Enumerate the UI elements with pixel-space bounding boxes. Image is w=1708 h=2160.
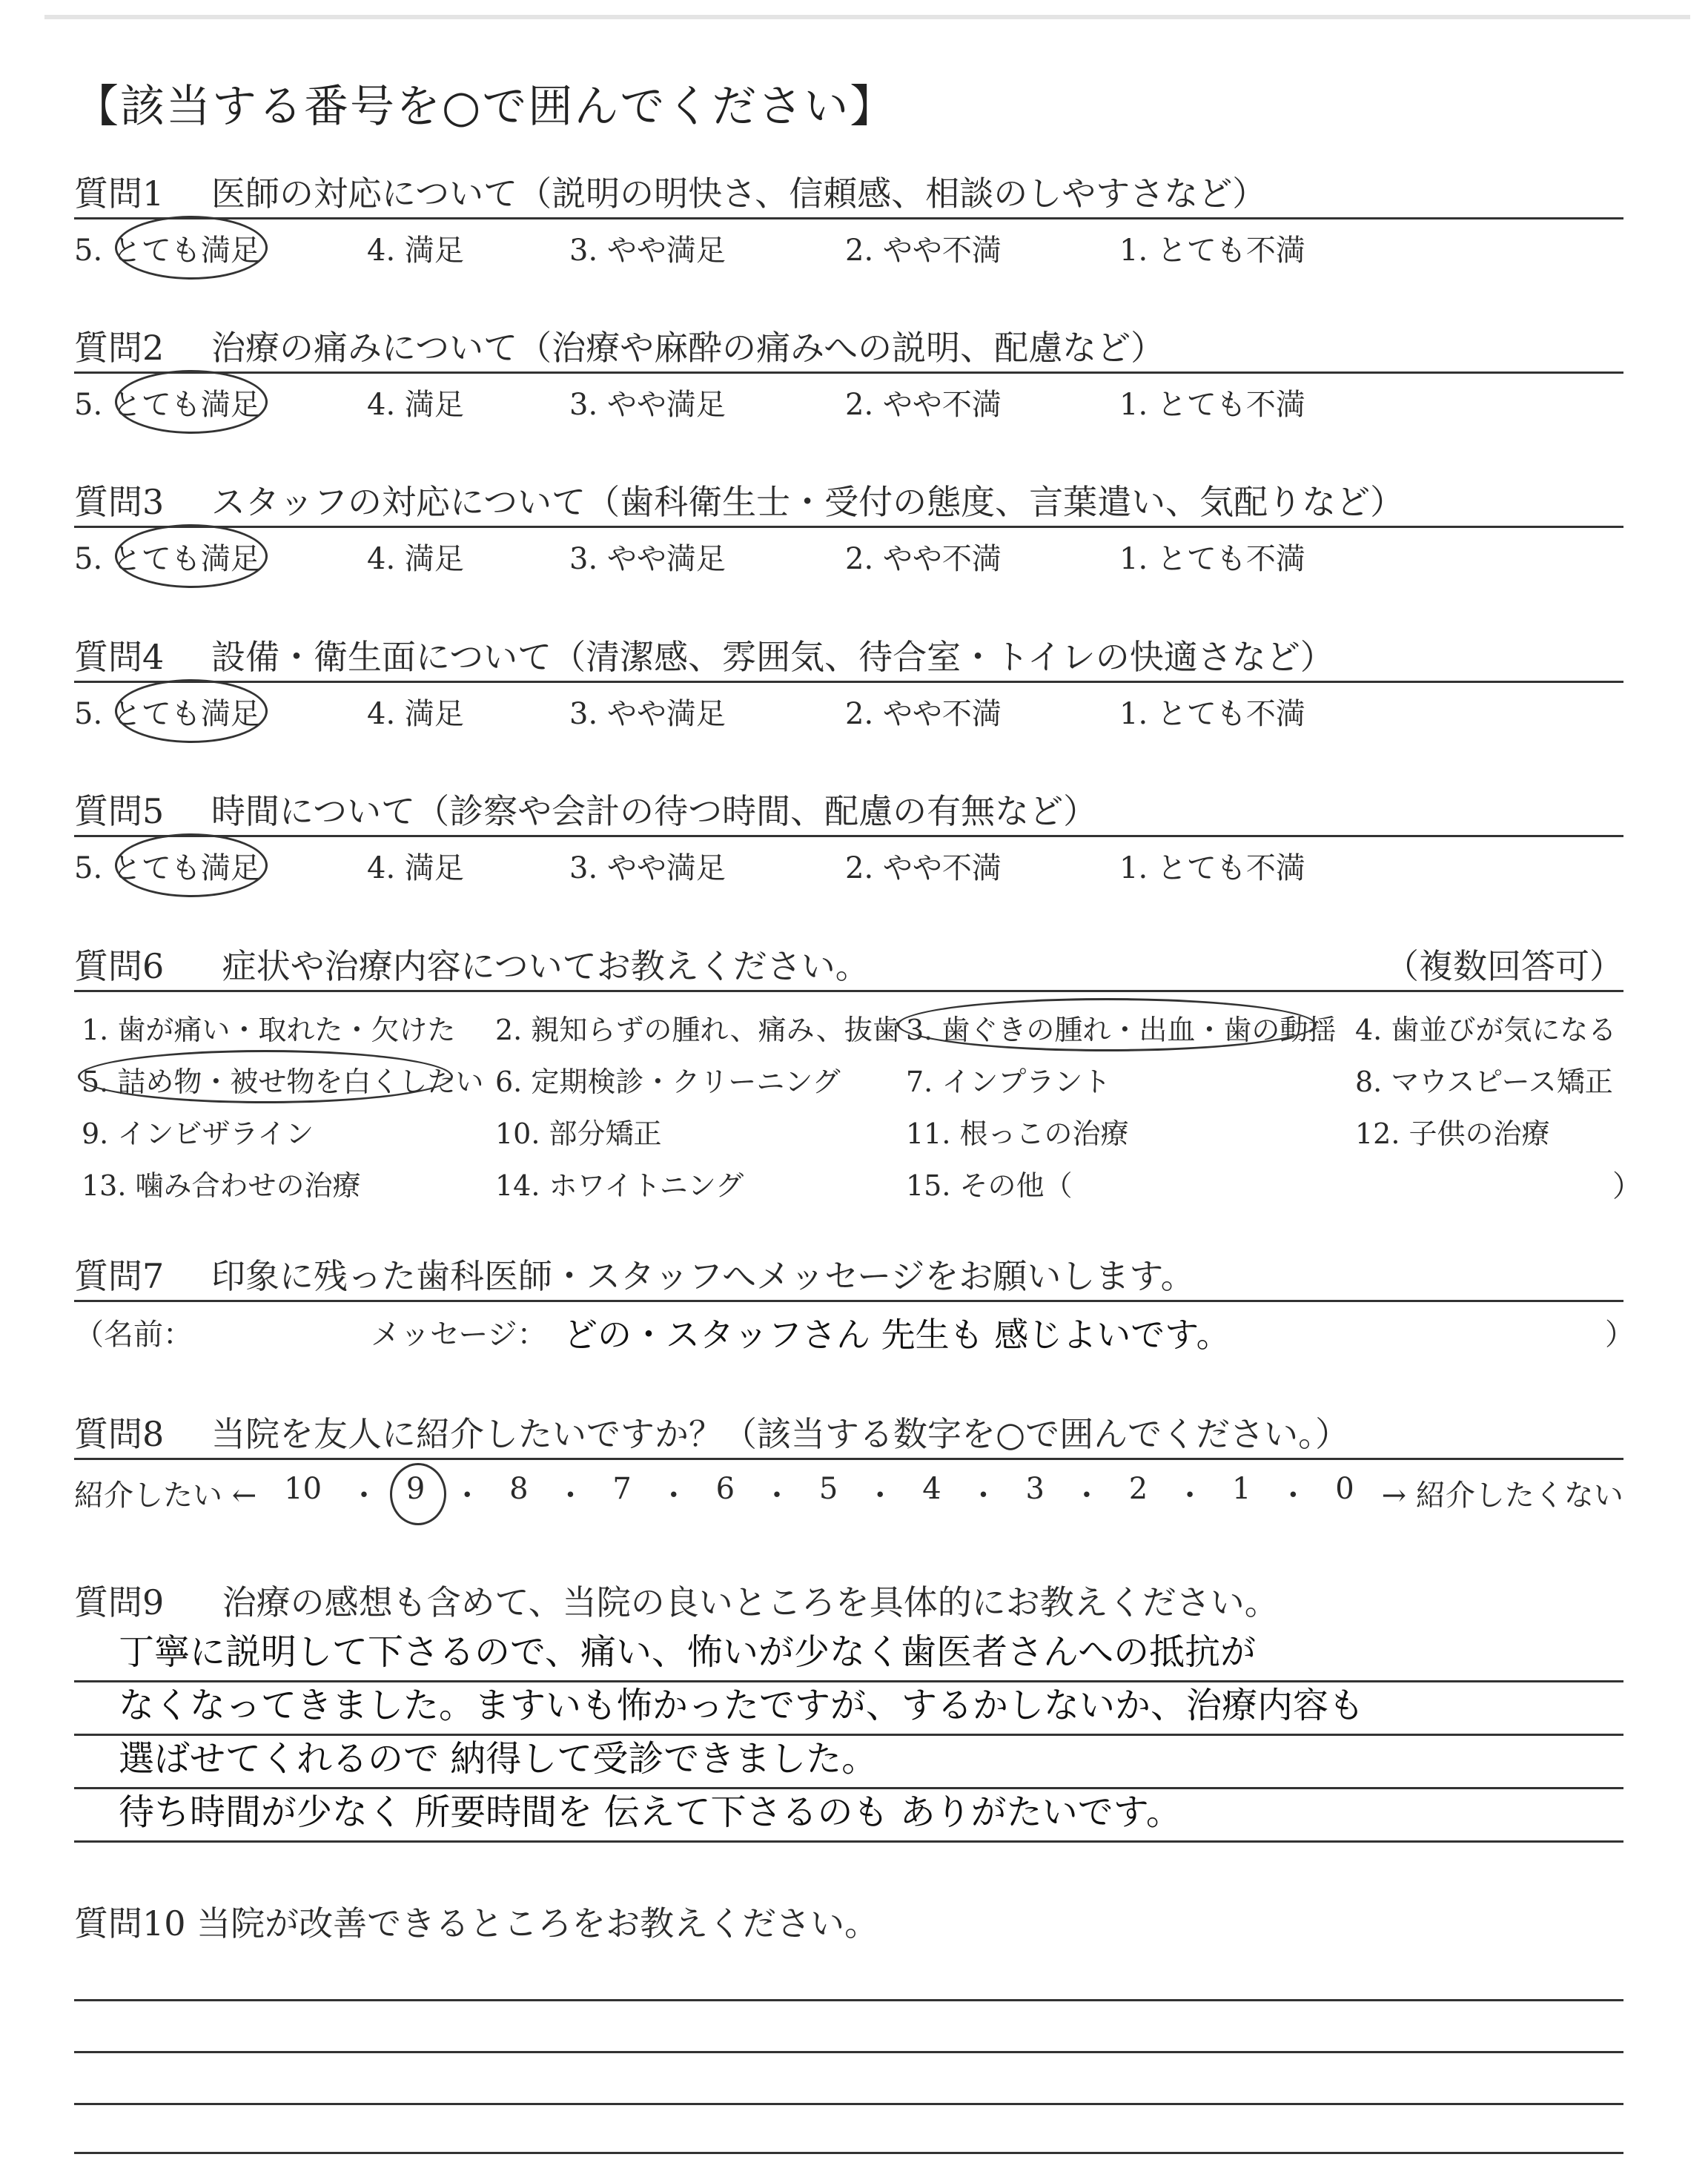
question-5 [74, 785, 1623, 889]
symptom-option-3[interactable]: 3. 歯ぐきの腫れ・出血・歯の動揺 [906, 1014, 1337, 1046]
message-label: メッセージ： [371, 1318, 547, 1352]
symptom-option-9[interactable]: 9. インビザライン [82, 1117, 314, 1150]
question-number: 質問6 [74, 946, 165, 986]
question-text: 症状や治療内容についてお教えください。 [222, 946, 870, 986]
question-text: 治療の感想も含めて、当院の良いところを具体的にお教えください。 [222, 1582, 1279, 1622]
question-3-header [74, 475, 1623, 528]
scale-3[interactable]: 3 [1025, 1472, 1045, 1506]
scale-separator: ・ [762, 1479, 792, 1513]
question-2-header [74, 321, 1623, 374]
rating-options [74, 381, 1623, 426]
scale-1[interactable]: 1 [1231, 1472, 1251, 1506]
question-number: 質問8 [74, 1414, 165, 1454]
page-title: 【該当する番号を○で囲んでください】 [74, 81, 896, 133]
scale-8[interactable]: 8 [509, 1472, 529, 1506]
question-text: 当院を友人に紹介したいですか？（該当する数字を○で囲んでください。） [211, 1414, 1350, 1454]
symptom-option-14[interactable]: 14. ホワイトニング [495, 1169, 744, 1202]
question-text: 治療の痛みについて（治療や麻酔の痛みへの説明、配慮など） [211, 328, 1165, 368]
scale-separator: ・ [968, 1479, 999, 1513]
question-number: 質問4 [74, 637, 165, 677]
option-3[interactable]: 3. やや満足 [569, 388, 726, 422]
answer-line-4[interactable] [74, 2103, 1623, 2154]
question-number: 質問5 [74, 791, 165, 831]
answer-text: 待ち時間が少なく 所要時間を 伝えて下さるのも ありがたいです。 [119, 1791, 1182, 1833]
answer-text: 選ばせてくれるので 納得して受診できました。 [119, 1738, 878, 1780]
scale-9-label: 9 [406, 1472, 426, 1506]
scale-4[interactable]: 4 [922, 1472, 941, 1506]
option-4[interactable]: 4. 満足 [367, 388, 464, 422]
scale-2[interactable]: 2 [1128, 1472, 1148, 1506]
option-2[interactable]: 2. やや不満 [845, 851, 1002, 885]
name-label: （名前： [74, 1318, 193, 1352]
rating-options [74, 227, 1623, 271]
scale-7[interactable]: 7 [612, 1472, 632, 1506]
rating-options [74, 535, 1623, 580]
symptom-option-10[interactable]: 10. 部分矯正 [495, 1117, 662, 1150]
question-6-header [74, 939, 1623, 992]
question-5-header [74, 785, 1623, 837]
symptom-option-13[interactable]: 13. 噛み合わせの治療 [82, 1169, 361, 1202]
question-4-header [74, 630, 1623, 683]
multiple-answer-note: （複数回答可） [1385, 946, 1623, 986]
symptom-option-2[interactable]: 2. 親知らずの腫れ、痛み、抜歯 [495, 1014, 901, 1046]
option-1[interactable]: 1. とても不満 [1119, 542, 1305, 576]
scale-0[interactable]: 0 [1335, 1472, 1354, 1506]
scale-separator: ・ [348, 1479, 379, 1513]
page-top-edge [44, 15, 1690, 19]
option-4[interactable]: 4. 満足 [367, 542, 464, 576]
scale-separator: ・ [865, 1479, 896, 1513]
scale-5[interactable]: 5 [818, 1472, 838, 1506]
question-number: 質問10 [74, 1903, 186, 1943]
question-7-header [74, 1249, 1623, 1302]
option-5[interactable]: 5. とても満足 [74, 851, 260, 885]
scale-right-label: → 紹介したくない [1381, 1479, 1623, 1513]
recommend-scale [74, 1472, 1623, 1514]
message-row [74, 1308, 1635, 1360]
scale-6[interactable]: 6 [715, 1472, 735, 1506]
scale-separator: ・ [1071, 1479, 1102, 1513]
question-1-header [74, 167, 1623, 219]
question-10 [74, 1897, 1623, 1941]
question-text: 印象に残った歯科医師・スタッフへメッセージをお願いします。 [211, 1256, 1195, 1296]
scale-separator: ・ [1278, 1479, 1308, 1513]
scale-10[interactable]: 10 [284, 1472, 322, 1506]
question-4 [74, 630, 1623, 735]
scale-separator: ・ [658, 1479, 689, 1513]
symptom-option-5[interactable]: 5. 詰め物・被せ物を白くしたい [82, 1066, 484, 1098]
option-1[interactable]: 1. とても不満 [1119, 234, 1305, 268]
question-text: 医師の対応について（説明の明快さ、信頼感、相談のしやすさなど） [211, 174, 1267, 214]
option-4[interactable]: 4. 満足 [367, 851, 464, 885]
other-close-paren: ） [1612, 1169, 1642, 1203]
option-3[interactable]: 3. やや満足 [569, 234, 726, 268]
option-3[interactable]: 3. やや満足 [569, 697, 726, 731]
question-3 [74, 475, 1623, 580]
question-number: 質問2 [74, 328, 165, 368]
question-2 [74, 321, 1623, 426]
scale-separator: ・ [555, 1479, 586, 1513]
answer-line-1[interactable] [74, 1631, 1623, 1682]
option-3[interactable]: 3. やや満足 [569, 542, 726, 576]
symptom-option-7[interactable]: 7. インプラント [906, 1066, 1111, 1098]
question-number: 質問3 [74, 482, 165, 522]
answer-line-1[interactable] [74, 1950, 1623, 2001]
scale-9[interactable] [406, 1472, 425, 1514]
rating-options [74, 845, 1623, 889]
option-2[interactable]: 2. やや不満 [845, 234, 1002, 268]
question-6 [74, 939, 1623, 992]
question-number: 質問7 [74, 1256, 165, 1296]
symptom-option-6[interactable]: 6. 定期検診・クリーニング [495, 1066, 841, 1098]
answer-line-3[interactable] [74, 2054, 1623, 2105]
question-text: 当院が改善できるところをお教えください。 [196, 1903, 879, 1943]
option-4[interactable]: 4. 満足 [367, 697, 464, 731]
question-1 [74, 167, 1623, 271]
option-2[interactable]: 2. やや不満 [845, 697, 1002, 731]
option-5[interactable]: 5. とても満足 [74, 234, 260, 268]
question-9 [74, 1576, 1623, 1620]
symptom-option-12[interactable]: 12. 子供の治療 [1355, 1117, 1550, 1150]
answer-text: 丁寧に説明して下さるので、痛い、怖いが少なく歯医者さんへの抵抗が [119, 1631, 1257, 1673]
question-text: スタッフの対応について（歯科衛生士・受付の態度、言葉遣い、気配りなど） [211, 482, 1405, 522]
answer-line-2[interactable] [74, 1685, 1623, 1736]
option-4[interactable]: 4. 満足 [367, 234, 464, 268]
option-5[interactable]: 5. とても満足 [74, 388, 260, 422]
question-number: 質問9 [74, 1582, 165, 1622]
question-text: 時間について（診察や会計の待つ時間、配慮の有無など） [211, 791, 1098, 831]
question-text: 設備・衛生面について（清潔感、雰囲気、待合室・トイレの快適さなど） [211, 637, 1334, 677]
answer-text: なくなってきました。ますいも怖かったですが、するかしないか、治療内容も [119, 1685, 1365, 1726]
question-8-header [74, 1407, 1623, 1460]
option-3[interactable]: 3. やや満足 [569, 851, 726, 885]
question-9-header [74, 1576, 1623, 1620]
question-10-header [74, 1897, 1623, 1941]
symptom-option-4[interactable]: 4. 歯並びが気になる [1355, 1014, 1617, 1046]
answer-line-4[interactable] [74, 1791, 1623, 1843]
scale-left-label: 紹介したい ← [74, 1479, 257, 1513]
message-value[interactable]: どの・スタッフさん 先生も 感じよいです。 [563, 1315, 1231, 1355]
symptom-option-11[interactable]: 11. 根っこの治療 [906, 1117, 1129, 1150]
symptom-option-1[interactable]: 1. 歯が痛い・取れた・欠けた [82, 1014, 456, 1046]
symptom-option-8[interactable]: 8. マウスピース矯正 [1355, 1066, 1613, 1098]
question-number: 質問1 [74, 174, 165, 214]
question-7 [74, 1249, 1635, 1360]
message-close-paren: ） [1605, 1318, 1635, 1352]
option-1[interactable]: 1. とても不満 [1119, 697, 1305, 731]
rating-options [74, 690, 1623, 735]
answer-line-3[interactable] [74, 1738, 1623, 1789]
scale-separator: ・ [452, 1479, 483, 1513]
answer-line-2[interactable] [74, 2002, 1623, 2053]
option-5[interactable]: 5. とても満足 [74, 542, 260, 576]
option-1[interactable]: 1. とても不満 [1119, 851, 1305, 885]
option-1[interactable]: 1. とても不満 [1119, 388, 1305, 422]
option-2[interactable]: 2. やや不満 [845, 388, 1002, 422]
option-2[interactable]: 2. やや不満 [845, 542, 1002, 576]
question-8 [74, 1407, 1623, 1460]
option-5[interactable]: 5. とても満足 [74, 697, 260, 731]
scale-separator: ・ [1175, 1479, 1205, 1513]
symptom-option-15[interactable]: 15. その他（ [906, 1169, 1073, 1202]
